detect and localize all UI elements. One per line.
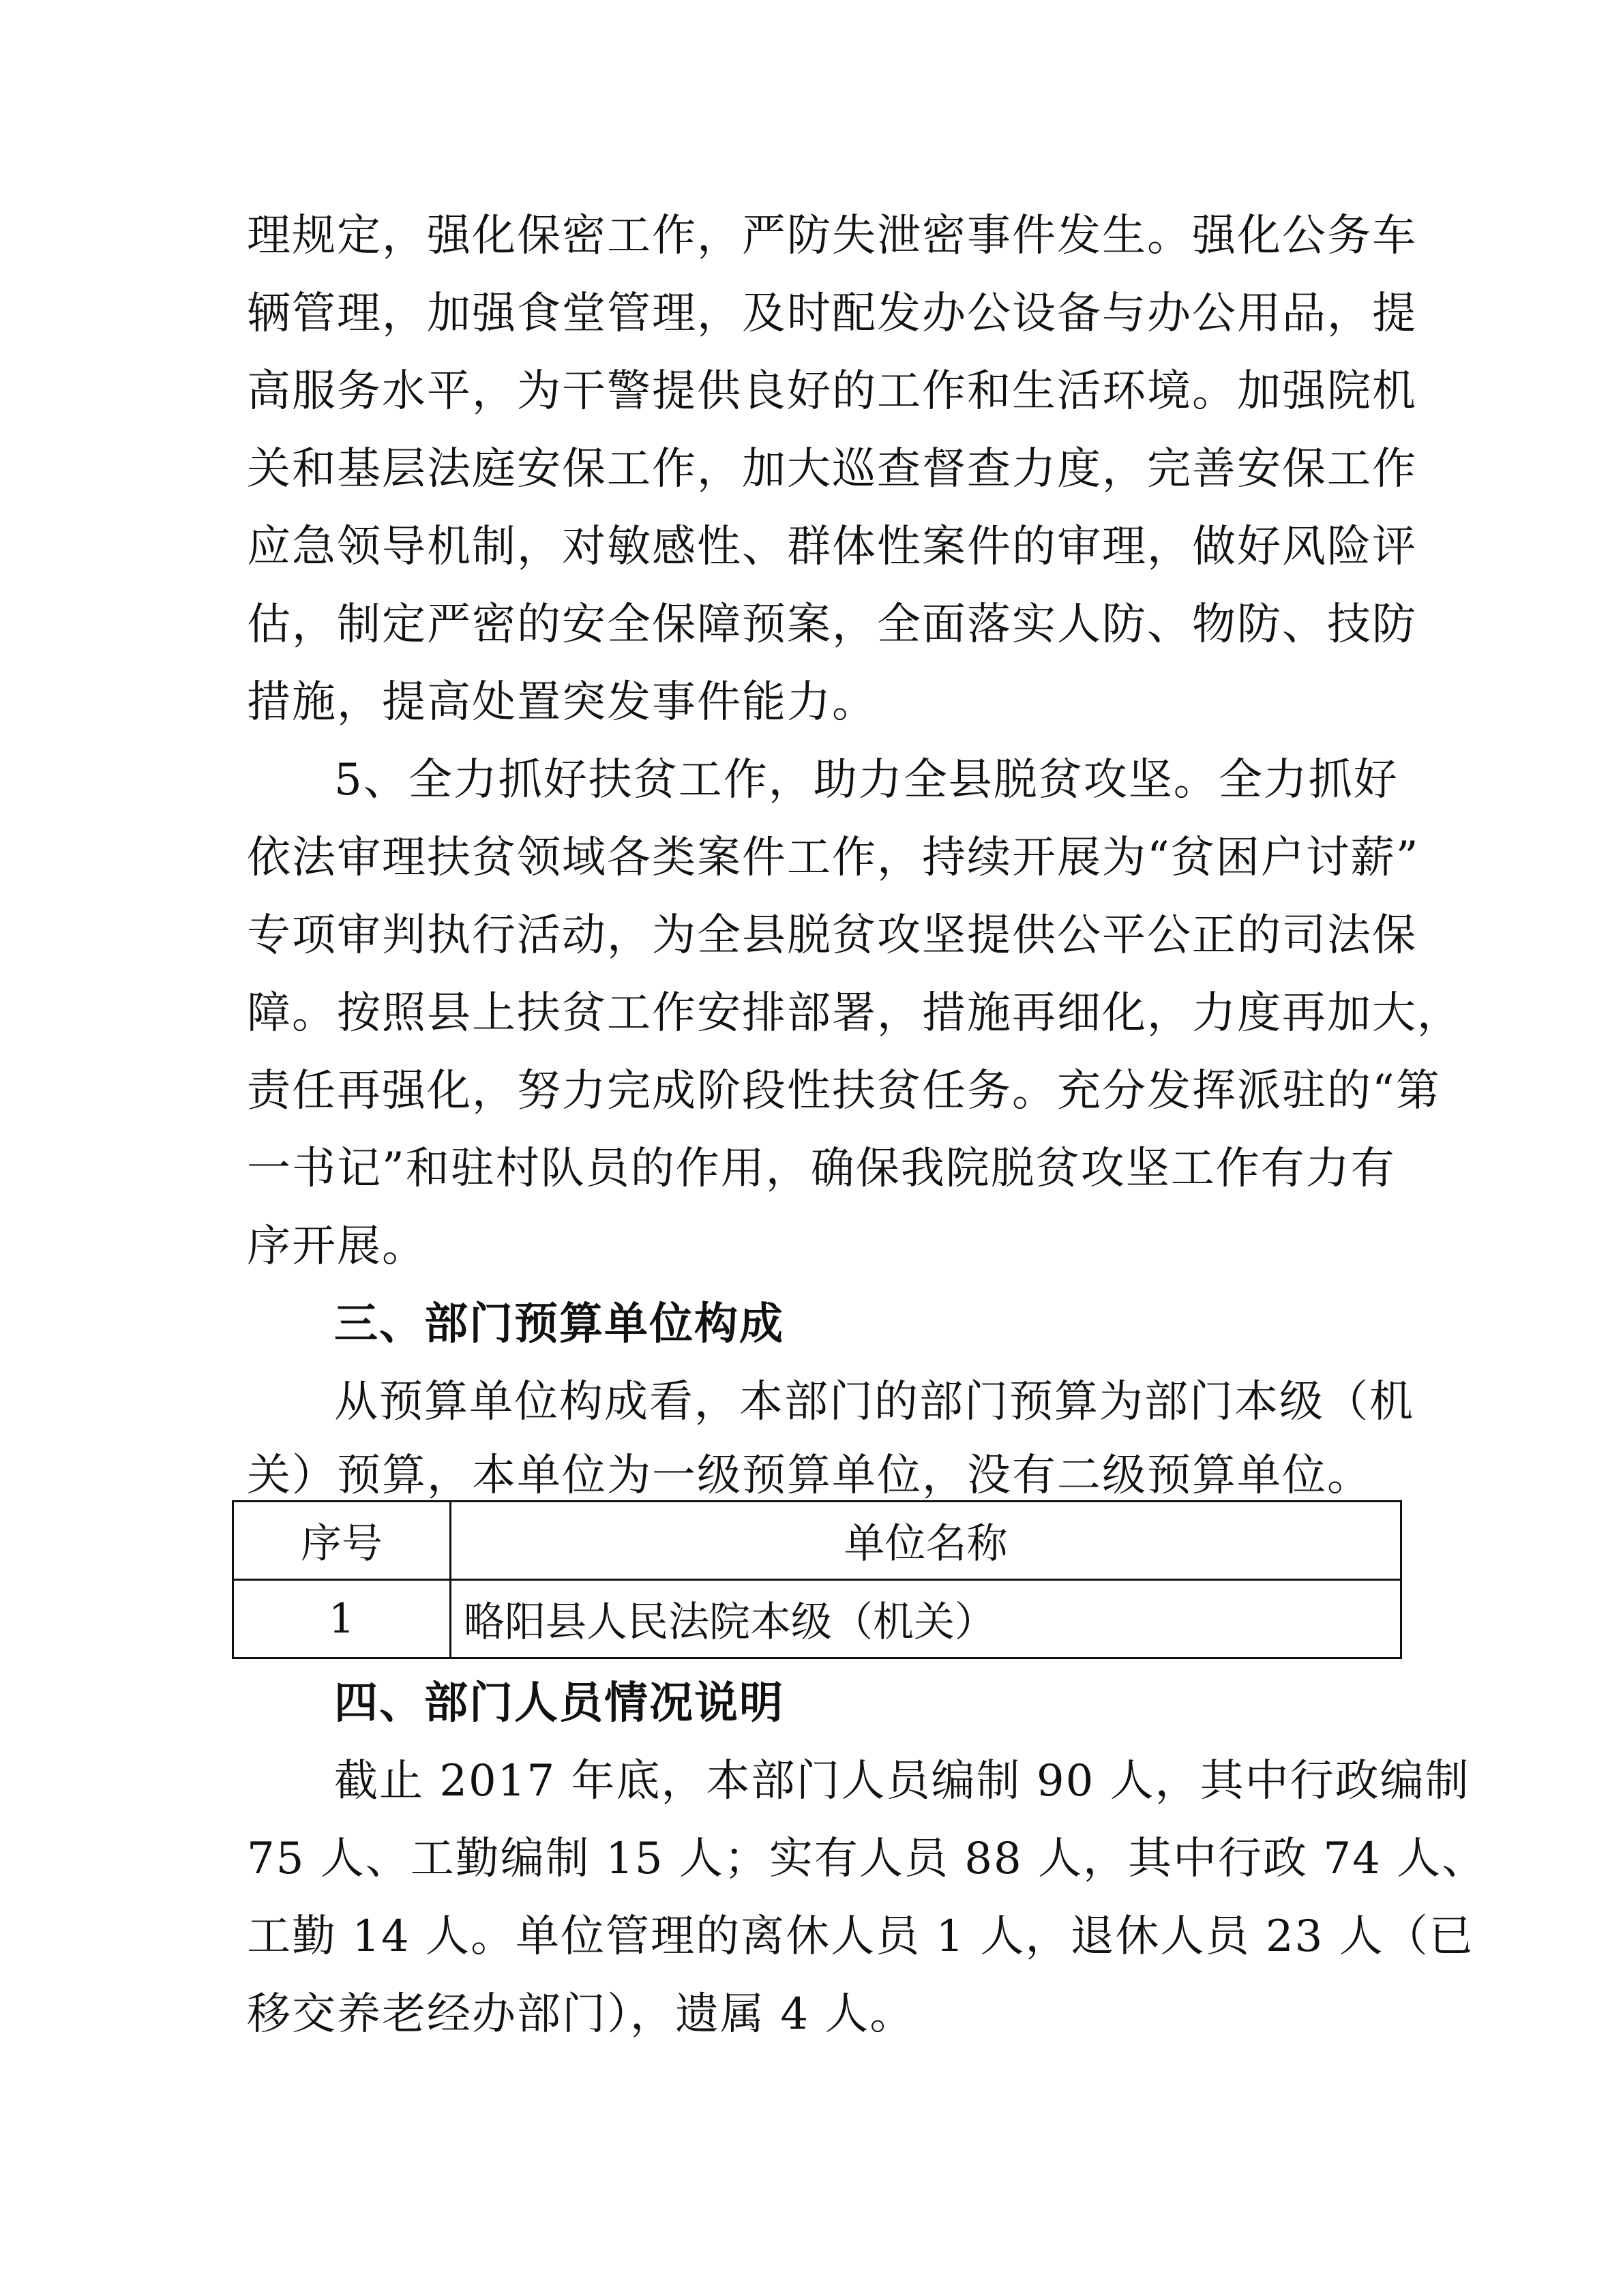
paragraph-line: 移交养老经办部门），遗属 4 人。	[247, 1989, 915, 2040]
paragraph-line: 关和基层法庭安保工作，加大巡查督查力度，完善安保工作	[247, 444, 1417, 494]
column-header-number: 序号	[233, 1502, 451, 1580]
paragraph-line: 责任再强化，努力完成阶段性扶贫任务。充分发挥派驻的“第	[247, 1066, 1441, 1116]
paragraph-line: 5、全力抓好扶贫工作，助力全县脱贫攻坚。全力抓好	[334, 755, 1399, 805]
paragraph-line: 措施，提高处置突发事件能力。	[247, 677, 877, 728]
column-header-unit-name: 单位名称	[451, 1502, 1401, 1580]
table-header-row	[233, 1502, 1401, 1580]
paragraph-line: 截止 2017 年底，本部门人员编制 90 人，其中行政编制	[334, 1756, 1470, 1806]
paragraph-line: 75 人、工勤编制 15 人；实有人员 88 人，其中行政 74 人、	[247, 1834, 1487, 1884]
paragraph-line: 辆管理，加强食堂管理，及时配发办公设备与办公用品，提	[247, 288, 1417, 339]
paragraph-line: 估，制定严密的安全保障预案，全面落实人防、物防、技防	[247, 599, 1417, 650]
paragraph-line: 专项审判执行活动，为全县脱贫攻坚提供公平公正的司法保	[247, 910, 1417, 961]
section-heading: 三、部门预算单位构成	[334, 1299, 784, 1350]
paragraph-line: 依法审理扶贫领域各类案件工作，持续开展为“贫困户讨薪”	[247, 833, 1420, 883]
paragraph-line: 序开展。	[247, 1221, 427, 1272]
budget-unit-table	[232, 1500, 1402, 1659]
paragraph-line: 一书记”和驻村队员的作用，确保我院脱贫攻坚工作有力有	[247, 1144, 1396, 1194]
paragraph-line: 应急领导机制，对敏感性、群体性案件的审理，做好风险评	[247, 522, 1417, 572]
table-cell-number: 1	[233, 1580, 451, 1658]
paragraph-line: 障。按照县上扶贫工作安排部署，措施再细化，力度再加大，	[247, 988, 1462, 1039]
paragraph-line: 关）预算，本单位为一级预算单位，没有二级预算单位。	[247, 1450, 1372, 1501]
section-heading: 四、部门人员情况说明	[334, 1678, 784, 1729]
table-row	[233, 1580, 1401, 1658]
paragraph-line: 高服务水平，为干警提供良好的工作和生活环境。加强院机	[247, 366, 1417, 417]
paragraph-line: 从预算单位构成看，本部门的部门预算为部门本级（机	[334, 1377, 1414, 1427]
paragraph-line: 理规定，强化保密工作，严防失泄密事件发生。强化公务车	[247, 211, 1417, 261]
paragraph-line: 工勤 14 人。单位管理的离休人员 1 人，退休人员 23 人（已	[247, 1911, 1474, 1962]
table-cell-unit-name: 略阳县人民法院本级（机关）	[451, 1580, 1401, 1658]
